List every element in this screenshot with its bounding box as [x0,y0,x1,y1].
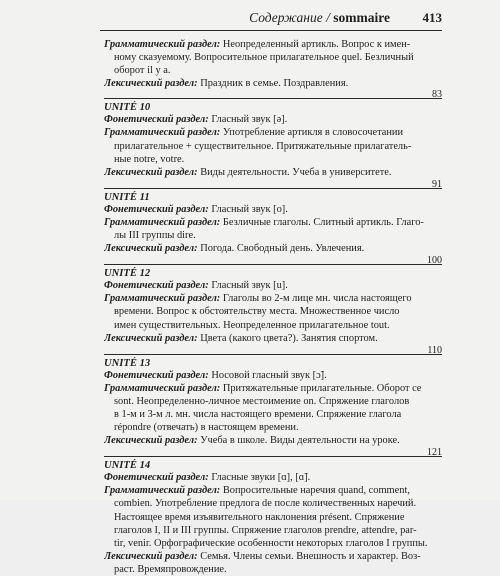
gram-text-line: ные notre, votre. [114,153,185,165]
gram-text-line: Вопросительные наречия quand, comment, [222,485,410,497]
unit-block [104,369,442,448]
lex-label: Лексический раздел: [104,166,198,178]
unit-title: UNITÉ 13 [104,357,151,369]
lex-text-line: раст. Времяпровождение. [114,563,227,575]
unit-page-number: 100 [427,255,442,267]
lex-text: Виды деятельности. Учеба в университете. [200,166,392,178]
gram-label: Грамматический раздел: [104,127,221,139]
unit-title: UNITÉ 14 [104,460,151,472]
gram-text-line: Неопределенный артикль. Вопрос к имен- [222,39,411,50]
gram-label: Грамматический раздел: [104,485,221,497]
gram-label: Грамматический раздел: [104,382,221,394]
page-number: 413 [422,10,442,25]
unit-page-number: 91 [432,178,442,190]
gram-text-line: répondre (отвечать) в настоящем времени. [114,422,299,434]
lex-text: Учеба в школе. Виды деятельности на уроке. [200,435,400,447]
gram-text-line: времени. Вопрос к обстоятельству места. Множественное число [114,306,400,318]
running-header [100,10,442,31]
fon-text: Гласный звук [ə]. [211,114,288,126]
lex-label: Лексический раздел: [104,78,198,90]
unit-block [104,203,442,255]
unit-heading [104,255,442,280]
gram-text-line: лы III группы dire. [114,230,196,242]
gram-text-line: tir, venir. Орфографические особенности некоторых глаголов I группы. [114,537,428,549]
header-title-ru: Содержание / [249,10,330,25]
gram-label: Грамматический раздел: [104,39,221,50]
unit-heading [104,178,442,203]
fon-label: Фонетический раздел: [104,369,209,381]
gram-label: Грамматический раздел: [104,216,221,228]
gram-text-line: Настоящее время изъявительного наклонения présent. Спряжение [114,511,405,523]
unit-heading [104,447,442,472]
unit-page-number: 83 [432,89,442,101]
lex-label: Лексический раздел: [104,332,198,344]
gram-text-line: глаголов I, II и III группы. Спряжение глаголов prendre, attendre, par- [114,524,417,536]
gram-text-line: Безличные глаголы. Слитный артикль. Глаго- [222,216,424,228]
lex-text: Погода. Свободный день. Увлечения. [200,243,365,255]
unit-page-number: 121 [427,447,442,459]
unit-block [104,279,442,344]
unit-block [104,471,442,576]
gram-text-line: Глаголы во 2-м лице мн. числа настоящего [222,293,412,305]
lex-text: Цвета (какого цвета?). Занятия спортом. [200,332,378,344]
unit-title: UNITÉ 11 [104,191,150,203]
unit-heading [104,344,442,369]
unit-block [104,113,442,178]
gram-text-line: ному сказуемому. Вопросительное прилагательное quel. Безличный [114,52,414,64]
fon-text: Носовой гласный звук [ɔ̃]. [211,369,327,381]
gram-label: Грамматический раздел: [104,293,221,305]
unit-page-number: 110 [427,344,442,356]
gram-text-line: оборот il y a. [114,65,171,77]
unit-heading [104,89,442,114]
fon-label: Фонетический раздел: [104,114,209,126]
intro-block [104,38,442,90]
lex-label: Лексический раздел: [104,435,198,447]
lex-label: Лексический раздел: [104,243,198,255]
gram-text-line: Притяжательные прилагательные. Оборот ce [222,382,422,394]
gram-text-line: combien. Употребление предлога de после количественных наречий. [114,498,417,510]
fon-text: Гласные звуки [ɑ], [ɑ̃]. [211,472,311,484]
gram-text-line: Употребление артикля в словосочетании [222,127,404,139]
header-title [249,10,390,26]
lex-text: Праздник в семье. Поздравления. [200,78,349,90]
fon-label: Фонетический раздел: [104,280,209,292]
gram-text-line: в 1-м и 3-м л. мн. числа настоящего времени. Спряжение глагола [114,408,402,420]
unit-title: UNITÉ 12 [104,268,151,280]
gram-text-line: sont. Неопределенно-личное местоимение on. Спряжение глаголов [114,395,410,407]
unit-title: UNITÉ 10 [104,102,151,114]
header-title-fr: sommaire [333,10,390,25]
gram-text-line: имен существительных. Неопределенное прилагательное tout. [114,319,390,331]
lex-label: Лексический раздел: [104,550,198,562]
fon-label: Фонетический раздел: [104,472,209,484]
gram-text-line: прилагательное + существительное. Притяжательные прилагатель- [114,140,412,152]
toc-content [104,38,442,576]
fon-text: Гласный звук [u]. [211,280,288,292]
lex-text: Семья. Члены семьи. Внешность и характер. Воз- [200,550,421,562]
fon-label: Фонетический раздел: [104,203,209,215]
fon-text: Гласный звук [o]. [211,203,288,215]
